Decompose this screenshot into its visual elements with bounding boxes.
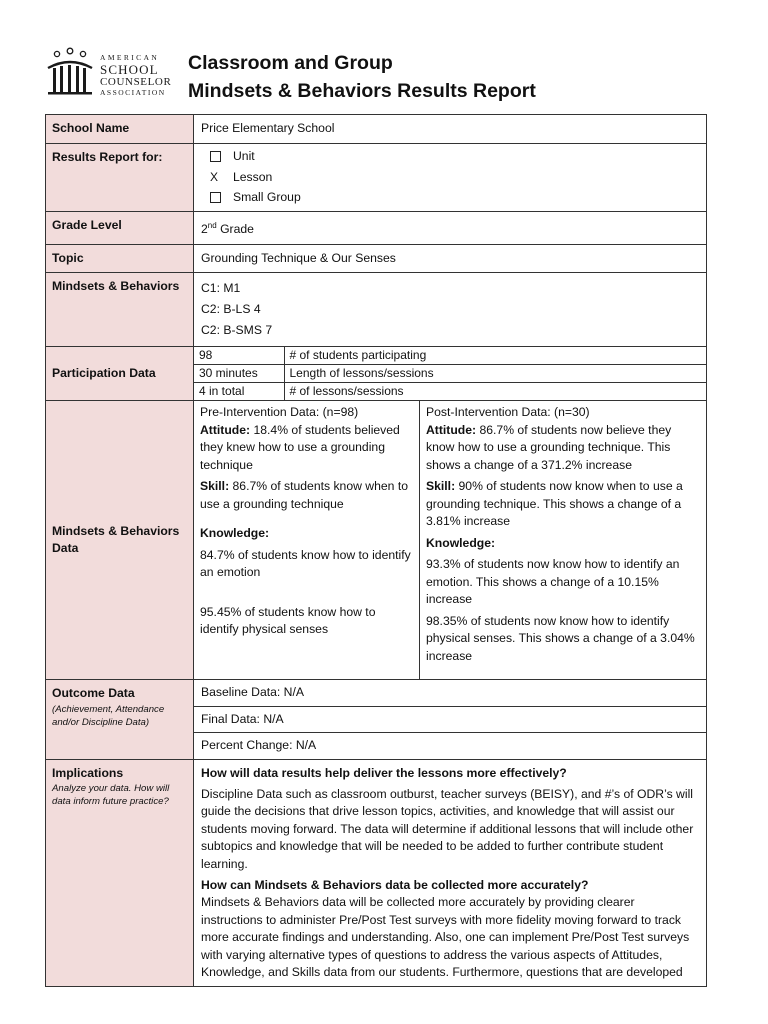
results-for-label: Results Report for: [46, 143, 194, 212]
implications-label-cell [46, 759, 194, 987]
topic-value: Grounding Technique & Our Senses [194, 244, 707, 273]
unit-checkbox[interactable] [210, 151, 221, 162]
grade-level-label: Grade Level [46, 212, 194, 245]
page-title [188, 49, 536, 105]
asca-logo [44, 46, 184, 102]
post-intervention-column [420, 401, 706, 679]
grade-number: 2 [201, 222, 208, 237]
outcome-label: Outcome Data [52, 686, 135, 701]
post-knowledge-senses: 98.35% of students now know how to identify physical senses. This shows a change of a 3.04% increase [426, 613, 695, 663]
mb-data-columns [194, 401, 706, 679]
participation-row-students [194, 347, 706, 365]
school-name-row [46, 115, 707, 144]
report-header [44, 44, 734, 106]
logo-line-3: COUNSELOR [100, 75, 172, 88]
grade-level-value [194, 212, 707, 245]
implications-answer-2: Mindsets & Behaviors data will be collected more accurately by providing clearer instructions to administer Pre/Post Test surveys with more fidelity moving forward to track more accurate findings and understanding. Also, one can implement Pre/Post Test surveys with varying alternative types of questions to address the various aspects of Attitudes, Knowledge, and Skills data from our students. Furthermore, questions that are developed [201, 895, 690, 980]
participation-data [194, 347, 707, 401]
participation-row-count [194, 383, 706, 401]
participation-desc: Length of lessons/sessions [284, 365, 706, 383]
implications-row [46, 759, 707, 987]
post-knowledge-label: Knowledge: [426, 535, 496, 550]
post-attitude: Attitude: 86.7% of students now believe they know how to use a grounding technique. This shows a change of a 371.2% increase [426, 422, 672, 472]
logo-wordmark [100, 54, 171, 96]
results-for-row [46, 143, 707, 212]
results-report-table [45, 114, 707, 987]
pre-skill: Skill: 86.7% of students know when to use a grounding technique [200, 479, 408, 511]
implications-text [194, 759, 707, 987]
implications-answer-1: Discipline Data such as classroom outburst, teacher surveys (BEISY), and #’s of ODR’s will guide the decisions that drive lesson topics, activities, and knowledge that will assist our students moving forward. The data will determine if additional lessons that will include other subtopics and knowledge that will be needed to be added to further contribute student learning. [201, 786, 694, 871]
school-name-value: Price Elementary School [194, 115, 707, 144]
mb-data-row [46, 401, 707, 680]
logo-line-2: SCHOOL [100, 61, 159, 77]
topic-label: Topic [46, 244, 194, 273]
participation-desc: # of students participating [284, 347, 706, 365]
mindset-item: C2: B-LS 4 [201, 302, 261, 317]
option-unit [201, 147, 699, 168]
small-group-checkbox[interactable] [210, 192, 221, 203]
outcome-values [194, 680, 707, 760]
mindset-item: C2: B-SMS 7 [201, 323, 273, 338]
mindset-item: C1: M1 [201, 281, 241, 296]
mindsets-list [194, 273, 707, 347]
outcome-note: (Achievement, Attendance and/or Discipline Data) [52, 703, 165, 728]
lesson-label: Lesson [233, 169, 273, 184]
pre-intervention-column [194, 401, 420, 679]
outcome-row [46, 680, 707, 760]
title-line-1: Classroom and Group [188, 52, 393, 74]
participation-desc: # of lessons/sessions [284, 383, 706, 401]
participation-value: 4 in total [194, 383, 284, 401]
final-data: Final Data: N/A [194, 707, 706, 734]
post-skill: Skill: 90% of students now know when to use a grounding technique. This shows a change of a 3.81% increase [426, 479, 683, 529]
topic-row [46, 244, 707, 273]
implications-note: Analyze your data. How will data inform future practice? [52, 783, 170, 808]
school-building-icon [44, 46, 96, 102]
lesson-check-mark[interactable]: X [210, 169, 219, 184]
implications-question-1: How will data results help deliver the lessons more effectively? [201, 765, 567, 780]
participation-row [46, 347, 707, 401]
post-heading: Post-Intervention Data: (n=30) [426, 405, 590, 420]
outcome-label-cell [46, 680, 194, 760]
percent-change: Percent Change: N/A [201, 738, 317, 753]
mindsets-label: Mindsets & Behaviors [46, 273, 194, 347]
pre-knowledge-emotion: 84.7% of students know how to identify an emotion [200, 547, 411, 580]
pre-knowledge-senses: 95.45% of students know how to identify physical senses [200, 604, 376, 637]
option-small-group [201, 188, 699, 209]
grade-level-row [46, 212, 707, 245]
pre-knowledge-label: Knowledge: [200, 526, 270, 541]
implications-question-2: How can Mindsets & Behaviors data be collected more accurately? [201, 878, 589, 892]
small-group-label: Small Group [233, 190, 301, 204]
participation-table [194, 347, 706, 400]
pre-heading: Pre-Intervention Data: (n=98) [200, 405, 359, 420]
post-knowledge-emotion: 93.3% of students now know how to identify an emotion. This shows a change of a 10.15% increase [426, 557, 680, 607]
mb-data-label: Mindsets & Behaviors Data [46, 401, 194, 680]
participation-value: 98 [194, 347, 284, 365]
mindsets-row [46, 273, 707, 347]
pre-attitude: Attitude: 18.4% of students believed they knew how to use a grounding technique [200, 422, 400, 472]
logo-line-4: ASSOCIATION [100, 87, 166, 97]
baseline-data: Baseline Data: N/A [194, 680, 706, 707]
title-line-2: Mindsets & Behaviors Results Report [188, 80, 536, 102]
participation-label: Participation Data [46, 347, 194, 401]
grade-suffix: nd [207, 221, 217, 230]
results-for-options [194, 143, 707, 212]
implications-label: Implications [52, 765, 124, 780]
unit-label: Unit [233, 149, 255, 163]
option-lesson [201, 167, 699, 188]
grade-word: Grade [220, 222, 254, 237]
school-name-label: School Name [46, 115, 194, 144]
mb-data-values [194, 401, 707, 680]
participation-value: 30 minutes [194, 365, 284, 383]
participation-row-length [194, 365, 706, 383]
logo-line-1: AMERICAN [100, 53, 160, 62]
